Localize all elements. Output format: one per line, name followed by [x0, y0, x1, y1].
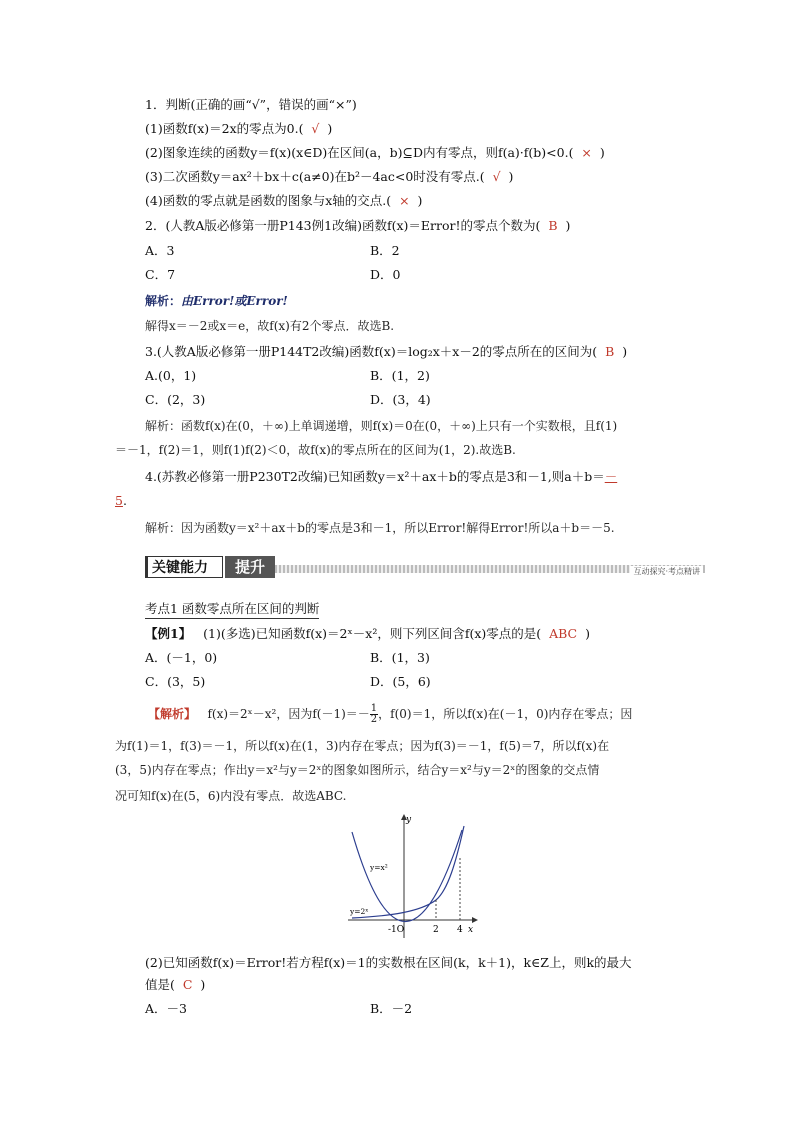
answer-mark: 5 — [115, 493, 123, 508]
ex1-solution-1: 【解析】 f(x)＝2ˣ－x²，因为f(－1)＝－ $\frac{1}{2}$ ，f(0)＝1，所以f(x)在(－1，0)内存在零点；因 — [148, 703, 633, 725]
q4-stem: 4.(苏教必修第一册P230T2改编)已知函数y＝x²＋ax＋b的零点是3和－1,则a＋b＝－ — [145, 469, 618, 484]
tick-label-4: 4 — [457, 925, 463, 935]
banner-tag: 提升 — [225, 556, 275, 578]
q3-option-c: C．(2，3) — [145, 392, 206, 407]
q2-solution-2: 解得x＝－2或x＝e，故f(x)有2个零点．故选B. — [145, 319, 395, 333]
curve-x-squared — [352, 830, 462, 922]
answer-mark: × — [399, 193, 410, 208]
answer-mark: √ — [311, 121, 320, 136]
q4-stem-cont: 5. — [115, 493, 127, 508]
label-x-squared: y=x² — [370, 863, 388, 872]
q2-option-a: A．3 — [145, 243, 175, 258]
ex1b-option-a: A．－3 — [145, 1001, 187, 1016]
x-axis-label: x — [468, 925, 474, 935]
ex1-solution-4: 况可知f(x)在(5，6)内没有零点．故选ABC. — [115, 789, 347, 803]
function-graph — [340, 812, 480, 942]
q3-solution-2: ＝－1，f(2)＝1，则f(1)f(2)＜0，故f(x)的零点所在的区间为(1，2).故选B. — [115, 443, 516, 457]
ex1-solution-3: (3，5)内存在零点；作出y＝x²与y＝2ˣ的图象如图所示，结合y＝x²与y＝2ˣ的图象的交点情 — [115, 763, 600, 777]
ex1b-stem-2: 值是( C ) — [145, 977, 206, 992]
q3-solution-1: 解析：函数f(x)在(0，＋∞)上单调递增，则f(x)＝0在(0，＋∞)上只有一个实数根，且f(1) — [145, 419, 618, 433]
q1-item-1: (1)函数f(x)＝2x的零点为0.( √ ) — [145, 121, 333, 136]
answer-mark: － — [604, 469, 618, 484]
origin-label: -1O — [388, 925, 405, 935]
q4-solution: 解析：因为函数y＝x²＋ax＋b的零点是3和－1，所以Error!解得Error!所以a＋b＝－5. — [145, 521, 615, 535]
q3-option-d: D．(3，4) — [370, 392, 431, 407]
ex1b-stem-1: (2)已知函数f(x)＝Error!若方程f(x)＝1的实数根在区间(k，k＋1)，k∈Z上，则k的最大 — [145, 955, 632, 970]
fraction: $\frac{1}{2}$ — [370, 703, 378, 725]
q2-option-d: D．0 — [370, 267, 401, 282]
ex1-option-b: B．(1，3) — [370, 650, 430, 665]
q3-stem: 3.(人教A版必修第一册P144T2改编)函数f(x)＝log₂x＋x－2的零点所在的区间为( B ) — [145, 344, 628, 359]
answer-mark: C — [182, 977, 193, 992]
section-banner — [145, 556, 705, 580]
answer-mark: ABC — [549, 626, 578, 641]
q2-stem: 2．(人教A版必修第一册P143例1改编)函数f(x)＝Error!的零点个数为( B ) — [145, 218, 571, 233]
answer-mark: B — [548, 218, 558, 233]
ex1-option-a: A．(－1，0) — [145, 650, 218, 665]
q2-solution-1: 解析：由Error!或Error! — [145, 294, 288, 308]
ex1b-option-b: B．－2 — [370, 1001, 413, 1016]
answer-mark: √ — [492, 169, 501, 184]
q1-item-2: (2)图象连续的函数y＝f(x)(x∈D)在区间(a，b)⊆D内有零点，则f(a)·f(b)<0.( × ) — [145, 145, 605, 160]
q2-option-c: C．7 — [145, 267, 176, 282]
q1-item-3: (3)二次函数y＝ax²＋bx＋c(a≠0)在b²－4ac<0时没有零点.( √ ) — [145, 169, 514, 184]
ex1-solution-2: 为f(1)＝1，f(3)＝－1，所以f(x)在(1，3)内存在零点；因为f(3)＝－1，f(5)＝7，所以f(x)在 — [115, 739, 610, 753]
q1-title: 1．判断(正确的画“√”，错误的画“×”) — [145, 97, 357, 112]
tick-label-2: 2 — [433, 925, 439, 935]
answer-mark: B — [605, 344, 615, 359]
ex1-option-d: D．(5，6) — [370, 674, 431, 689]
label-2-pow-x: y=2ˣ — [350, 907, 369, 916]
ex1-option-c: C．(3，5) — [145, 674, 206, 689]
q3-option-b: B．(1，2) — [370, 368, 430, 383]
q2-option-b: B．2 — [370, 243, 400, 258]
y-axis-label: y — [406, 815, 412, 825]
q3-option-a: A.(0，1) — [145, 368, 197, 383]
answer-mark: × — [581, 145, 592, 160]
ex1-stem: 【例1】 (1)(多选)已知函数f(x)＝2ˣ－x²，则下列区间含f(x)零点的是( ABC ) — [145, 626, 590, 641]
q1-item-4: (4)函数的零点就是函数的图象与x轴的交点.( × ) — [145, 193, 423, 208]
kaodian-heading: 考点1 函数零点所在区间的判断 — [145, 601, 319, 619]
banner-title: 关键能力 — [145, 556, 223, 578]
x-axis-arrow — [472, 917, 478, 923]
banner-right-label: 互动探究·考点精讲 — [630, 566, 703, 577]
